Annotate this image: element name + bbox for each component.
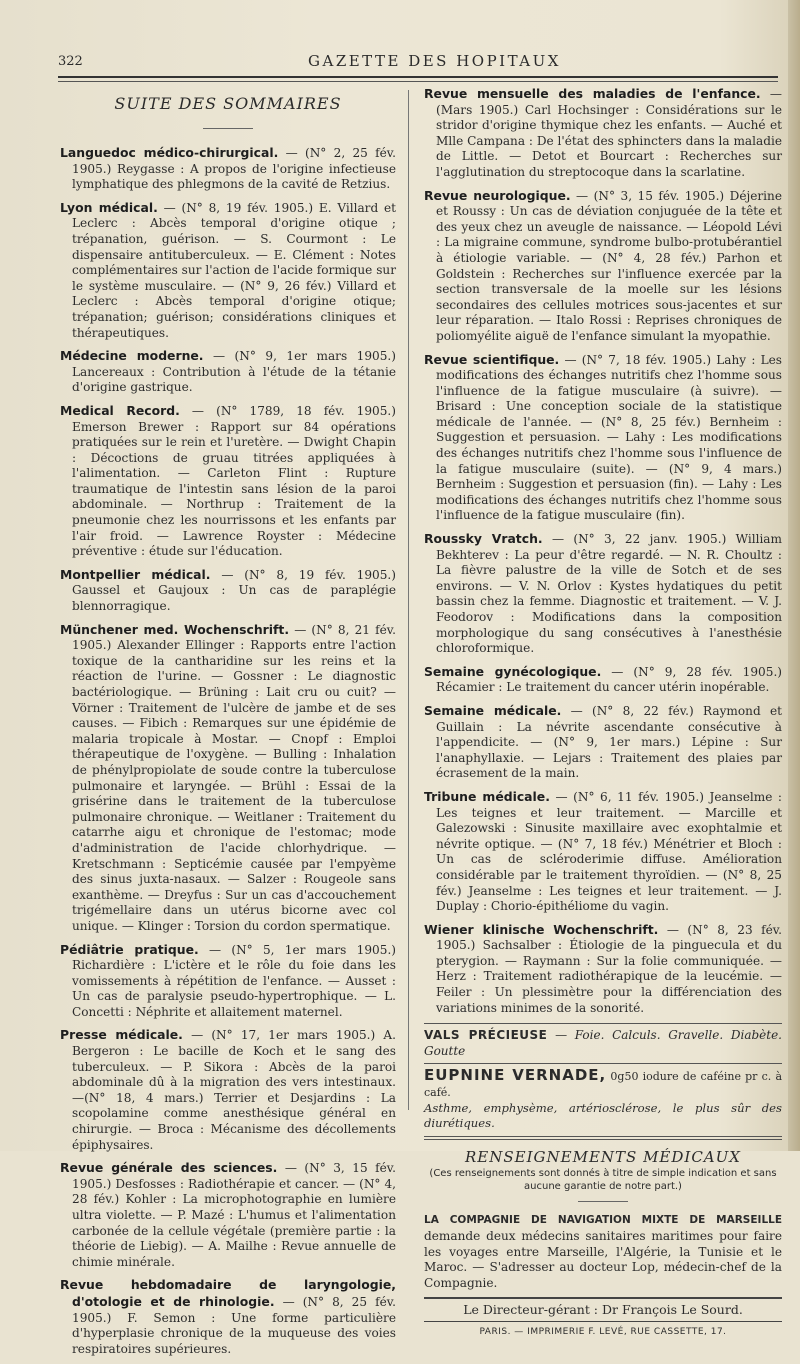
ad-rule <box>424 1139 782 1140</box>
journal-name: Münchener med. Wochenschrift. <box>60 621 290 637</box>
column-divider <box>408 90 409 1110</box>
page-number: 322 <box>58 54 83 69</box>
entry-body: — (N° 3, 15 fév. 1905.) Desfosses : Radiothérapie et cancer. — (N° 4, 28 fév.) Kohler : La microphotographie en lumière ultra violette. — P. Mazé : L'humus et l'alimentation carbonée de la cellule végétale (première partie : la théorie de Liebig). — A. Mailhe : Revue annuelle de chimie minérale. <box>72 1161 396 1269</box>
renseignements-note: (Ces renseignements sont donnés à titre de simple indication et sans aucune garantie de notre part.) <box>429 1168 777 1193</box>
summary-entry <box>60 348 396 396</box>
summary-entry-text <box>424 531 782 657</box>
summary-entry-text <box>60 403 396 560</box>
summary-entry-text <box>60 1160 396 1270</box>
right-column <box>424 86 782 1341</box>
ad-eupnine-dose: 0g50 iodure de caféine pr c. à café. <box>424 1070 783 1100</box>
ad-vals-brand: VALS PRÉCIEUSE <box>424 1028 548 1043</box>
right-entries <box>424 86 782 1016</box>
header-rule-thin <box>58 81 778 82</box>
journal-name: Revue hebdomadaire de laryngologie, d'otologie et de rhinologie. <box>60 1277 396 1309</box>
summary-entry <box>60 1277 396 1357</box>
section-rule <box>203 128 253 129</box>
journal-name: Revue générale des sciences. <box>60 1160 278 1176</box>
directeur-gerant: Le Directeur-gérant : Dr François Le Sourd. <box>424 1297 782 1322</box>
ad-rule <box>424 1136 782 1137</box>
journal-name: Montpellier médical. <box>60 566 211 582</box>
entry-body: — (N° 2, 25 fév. 1905.) Reygasse : A propos de l'origine infectieuse lymphatique des phlegmons de la cavité de Retzius. <box>72 146 396 192</box>
summary-entry <box>60 567 396 615</box>
journal-name: Revue neurologique. <box>424 187 571 203</box>
summary-entry-text <box>424 922 782 1017</box>
entry-body: — (N° 1789, 18 fév. 1905.) Emerson Brewer : Rapport sur 84 opérations pratiquées sur le rein et l'uretère. — Dwight Chapin : Décoctions de gruau titrées appliquées à l'alimentation. — Carleton Flint : Rupture traumatique de l'intestin sans lésion de la paroi abdominale. — Northrup : Traitement de la pneumonie chez les nourrissons et les enfants par l'air froid. — Lawrence Royster : Médecine préventive : étude sur l'éducation. <box>72 403 396 559</box>
entry-body: — (N° 7, 18 fév. 1905.) Lahy : Les modifications des échanges nutritifs chez l'homme sous l'influence de la fatigue musculaire (à suivre). — Brisard : Une conception sociale de la statistique médicale de l'année. — (N° 8, 25 fév.) Bernheim : Suggestion et persuasion. — Lahy : Les modifications des échanges nutritifs chez l'homme sous l'influence de la fatigue musculaire (suite). — (N° 9, 4 mars.) Bernheim : Suggestion et persuasion (fin). — Lahy : Les modifications des échanges nutritifs chez l'homme sous l'influence de la fatigue musculaire (fin). <box>436 352 782 523</box>
ad-rule <box>424 1063 782 1064</box>
journal-name: Wiener klinische Wochenschrift. <box>424 921 659 937</box>
renseignements-title: RENSEIGNEMENTS MÉDICAUX <box>465 1147 741 1166</box>
summary-entry <box>424 352 782 525</box>
summary-entry-text <box>424 789 782 915</box>
journal-name: Pédiâtrie pratique. <box>60 941 199 957</box>
entry-body: — (Mars 1905.) Carl Hochsinger : Considérations sur le stridor d'origine thymique chez les enfants. — Auché et Mlle Campana : De l'état des sphincters dans la maladie de Little. — Detot et Bourcart : Recherches sur l'agglutination du streptocoque dans la scarlatine. <box>436 87 782 179</box>
journal-name: Roussky Vratch. <box>424 531 543 547</box>
journal-name: Lyon médical. <box>60 199 158 215</box>
entry-body: — (N° 3, 15 fév. 1905.) Déjerine et Roussy : Un cas de déviation conjuguée de la tête et des yeux chez un aveugle de naissance. — Léopold Lévi : La migraine commune, syndrome bulbo-protubérantiel à étiologie variable. — (N° 4, 28 fév.) Parhon et Goldstein : Recherches sur l'influence exercée par la section transversale de la moelle sur les lésions secondaires des cellules motrices sous-jacentes et sur leur réparation. — Italo Rossi : Reprises chroniques de poliomyélite aiguë de l'enfance simulant la myopathie. <box>436 188 782 343</box>
summary-entry <box>424 531 782 657</box>
journal-name: Médecine moderne. <box>60 348 204 364</box>
summary-entry <box>424 188 782 345</box>
renseignements-text <box>424 1212 782 1291</box>
summary-entry-text <box>424 703 782 782</box>
summary-entry <box>424 86 782 181</box>
renseignements-body: demande deux médecins sanitaires maritimes pour faire les voyages entre Marseille, l'Algérie, la Tunisie et le Maroc. — S'adresser au docteur Lop, médecin-chef de la Compagnie. <box>424 1229 782 1290</box>
journal-name: Revue scientifique. <box>424 351 560 367</box>
entry-body: — (N° 3, 22 janv. 1905.) William Bekhterev : La peur d'être regardé. — N. R. Choultz : La fièvre palustre de la ville de Sotch et de ses environs. — V. N. Orlov : Kystes hydatiques du petit bassin chez la femme. Diagnostic et traitement. — V. J. Feodorov : Modifications dans la composition morphologique du sang consécutives à l'anesthésie chloroformique. <box>436 532 782 656</box>
entry-body: — (N° 8, 19 fév. 1905.) E. Villard et Leclerc : Abcès temporal d'origine otique ; trépanation, guérison. — S. Courmont : Le dispensaire antituberculeux. — E. Clément : Notes complémentaires sur l'action de l'acide formique sur le système musculaire. — (N° 9, 26 fév.) Villard et Leclerc : Abcès temporal d'origine otique; trépanation; guérison; considérations cliniques et thérapeutiques. <box>72 200 396 340</box>
section-title: SUITE DES SOMMAIRES <box>114 94 342 113</box>
journal-name: Tribune médicale. <box>424 788 550 804</box>
summary-entry-text <box>60 145 396 193</box>
journal-name: Revue mensuelle des maladies de l'enfance. <box>424 86 761 101</box>
left-entries <box>60 145 396 1357</box>
summary-entry-text <box>60 348 396 396</box>
summary-entry-text <box>60 567 396 615</box>
entry-body: — (N° 9, 1er mars 1905.) Lancereaux : Contribution à l'étude de la tétanie d'origine gastrique. <box>72 349 396 395</box>
entry-body: — (N° 8, 23 fév. 1905.) Sachsalber : Étiologie de la pinguecula et du pterygion. — Raymann : Sur la folie communiquée. — Herz : Traitement radiothérapique de la leucémie. — Feiler : Un plessimètre pour la différenciation des variations minimes de la sonorité. <box>436 922 783 1015</box>
summary-entry-text <box>60 200 396 341</box>
ad-eupnine-sub: Asthme, emphysème, artériosclérose, le plus sûr des diurétiques. <box>424 1100 782 1131</box>
journal-name: Medical Record. <box>60 402 180 418</box>
summary-entry-text <box>60 1277 396 1357</box>
summary-entry <box>424 703 782 782</box>
page-header <box>58 52 778 72</box>
ad-rule <box>424 1023 782 1024</box>
left-column <box>60 86 396 1364</box>
entry-body: — (N° 5, 1er mars 1905.) Richardière : L'ictère et le rôle du foie dans les vomissements à répétition de l'enfance. — Ausset : Un cas de paralysie pseudo-hypertrophique. — L. Concetti : Néphrite et allaitement maternel. <box>72 942 397 1019</box>
entry-body: — (N° 9, 28 fév. 1905.) Récamier : Le traitement du cancer utérin inopérable. <box>436 664 783 695</box>
ad-vals <box>424 1028 782 1059</box>
journal-name: Languedoc médico-chirurgical. <box>60 145 279 160</box>
summary-entry <box>424 664 782 696</box>
summary-entry <box>60 145 396 193</box>
entry-body: — (N° 8, 25 fév. 1905.) F. Semon : Une forme particulière d'hyperplasie chronique de la muqueuse des voies respiratoires supérieures. <box>72 1294 396 1356</box>
summary-entry-text <box>424 352 782 525</box>
summary-entry-text <box>60 1027 396 1153</box>
summary-entry <box>60 942 396 1021</box>
entry-body: — (N° 8, 22 fév.) Raymond et Guillain : La névrite ascendante consécutive à l'appendicite. — (N° 9, 1er mars.) Lépine : Sur l'anaphyllaxie. — Lejars : Traitement des plaies par écrasement de la main. <box>436 703 782 781</box>
summary-entry <box>60 1160 396 1270</box>
summary-entry <box>424 922 782 1017</box>
header-rule <box>58 76 778 78</box>
renseignements-company: LA COMPAGNIE DE NAVIGATION MIXTE DE MARSEILLE <box>424 1214 782 1227</box>
summary-entry <box>60 200 396 341</box>
entry-body: — (N° 8, 19 fév. 1905.) Gaussel et Gaujoux : Un cas de paraplégie blennorragique. <box>72 567 396 614</box>
renseignements-rule <box>578 1201 628 1202</box>
summary-entry-text <box>60 942 396 1021</box>
ad-eupnine <box>424 1068 782 1131</box>
entry-body: — (N° 6, 11 fév. 1905.) Jeanselme : Les teignes et leur traitement. — Marcille et Galezowski : Sinusite maxillaire avec exophtalmie et névrite optique. — (N° 7, 18 fév.) Ménétrier et Bloch : Un cas de scléroderimie diffuse. Amélioration considérable par le traitement thyroïdien. — (N° 8, 25 fév.) Jeanselme : Les teignes et leur traitement. — J. Duplay : Chorio-épithéliome du vagin. <box>436 789 782 914</box>
summary-entry <box>60 1027 396 1153</box>
summary-entry <box>60 622 396 935</box>
ad-eupnine-brand: EUPNINE VERNADE, <box>424 1066 607 1085</box>
summary-entry <box>60 403 396 560</box>
entry-body: — (N° 17, 1er mars 1905.) A. Bergeron : Le bacille de Koch et le sang des tuberculeux. — P. Sikora : Abcès de la paroi abdominale dû à la migration des vers intestinaux. —(N° 18, 4 mars.) Terrier et Desjardins : La scopolamine comme anesthésique général en chirurgie. — Broca : Mécanisme des décollements épiphysaires. <box>72 1028 396 1152</box>
journal-title: GAZETTE DES HOPITAUX <box>308 52 561 70</box>
summary-entry-text <box>60 622 396 935</box>
summary-entry-text <box>424 86 782 181</box>
summary-entry-text <box>424 664 782 696</box>
journal-name: Presse médicale. <box>60 1027 183 1043</box>
page-edge <box>788 0 800 1151</box>
entry-body: — (N° 8, 21 fév. 1905.) Alexander Ellinger : Rapports entre l'action toxique de la cantharidine sur les reins et la réaction de l'urine. — Gossner : Le diagnostic bactériologique. — Brüning : Lait cru ou cuit? — Vörner : Traitement de l'ulcère de jambe et de ses causes. — Fibich : Remarques sur une épidémie de malaria tropicale à Mostar. — Cnopf : Emploi thérapeutique de l'oxygène. — Bulling : Inhalation de phénylpropiolate de soude contre la tuberculose pulmonaire et laryngée. — Brühl : Essai de la grisérine dans le traitement de la tuberculose pulmonaire chronique. — Weitlaner : Traitement du catarrhe aigu et chronique de l'estomac; mode d'administration de l'acide chlorhydrique. — Kretschmann : Septicémie causée par l'empyème des sinus juxta-nasaux. — Salzer : Rougeole sans exanthème. — Dreyfus : Sur un cas d'accouchement trigémellaire dans un utérus bicorne avec col unique. — Klinger : Torsion du cordon spermatique. <box>72 622 396 933</box>
summary-entry <box>424 789 782 915</box>
printer-line: PARIS. — IMPRIMERIE F. LEVÉ, RUE CASSETTE, 17. <box>479 1326 727 1337</box>
ad-vals-text: — Foie. Calculs. Gravelle. Diabète. Goutte <box>424 1028 782 1058</box>
summary-entry-text <box>424 188 782 345</box>
journal-name: Semaine médicale. <box>424 702 562 718</box>
journal-name: Semaine gynécologique. <box>424 663 602 679</box>
